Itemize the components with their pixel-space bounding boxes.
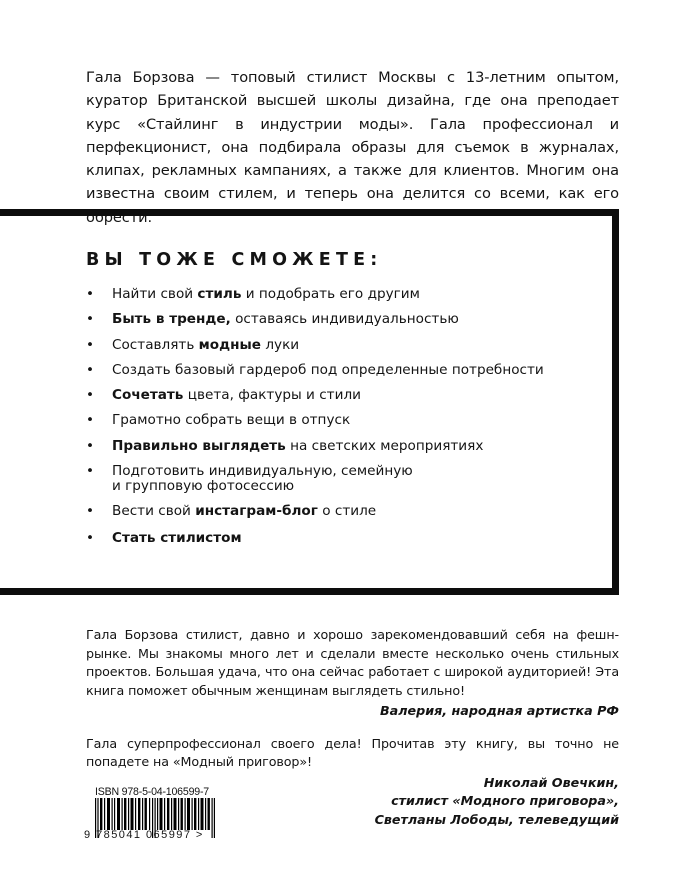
bullet-icon: •	[86, 437, 95, 454]
benefit-item: • Быть в тренде, оставаясь индивидуальностью	[86, 311, 459, 328]
testimonial-author: Валерия, народная артистка РФ	[380, 703, 619, 718]
benefit-item: • Вести свой инстаграм-блог о стиле	[86, 502, 377, 519]
benefit-item: • Составлять модные луки	[86, 336, 300, 353]
bullet-icon: •	[86, 336, 95, 353]
bullet-icon: •	[86, 311, 95, 328]
bullet-icon: •	[86, 387, 95, 404]
bullet-icon: •	[86, 502, 95, 519]
isbn-label: ISBN 978-5-04-106599-7	[95, 786, 209, 798]
testimonial-author: Николай Овечкин, стилист «Модного приговора», Светланы Лободы, телеведущий	[374, 774, 619, 827]
benefit-item: • Подготовить индивидуальную, семейную и групповую фотосессию	[86, 463, 413, 494]
testimonial-text: Гала Борзова стилист, давно и хорошо зарекомендовавший себя на фешн-рынке. Мы знакомы много лет и сделали вместе несколько очень стильных проектов. Большая удача, что она сейчас работает с широкой аудиторией! Эта книга поможет обычным женщинам выглядеть стильно!	[86, 627, 619, 698]
bullet-icon: •	[86, 463, 95, 480]
benefit-item: • Создать базовый гардероб под определенные потребности	[86, 361, 544, 378]
bullet-icon: •	[86, 361, 95, 378]
testimonial	[86, 626, 619, 721]
barcode-digits: 9 785041 065997 >	[84, 829, 204, 841]
benefit-item: • Правильно выглядеть на светских мероприятиях	[86, 437, 484, 454]
bullet-icon: •	[86, 412, 95, 429]
benefit-item: • Стать стилистом	[86, 529, 242, 546]
benefits-heading: ВЫ ТОЖЕ СМОЖЕТЕ:	[86, 250, 383, 270]
benefit-item: • Грамотно собрать вещи в отпуск	[86, 412, 351, 429]
isbn-barcode	[84, 786, 224, 846]
bullet-icon: •	[86, 529, 95, 546]
bullet-icon: •	[86, 286, 95, 302]
author-bio-paragraph: Гала Борзова — топовый стилист Москвы с 13-летним опытом, куратор Британской высшей школы дизайна, где она преподает курс «Стайлинг в индустрии моды». Гала профессионал и перфекционист, она подбирала образы для съемок в журналах, клипах, рекламных кампаниях, а также для клиентов. Многим она известна своим стилем, и теперь она делится со всеми, как его обрести.	[86, 69, 619, 226]
benefit-item: • Сочетать цвета, фактуры и стили	[86, 387, 361, 404]
testimonial-text: Гала суперпрофессионал своего дела! Прочитав эту книгу, вы точно не попадете на «Модный приговор»!	[86, 735, 619, 769]
benefit-item: • Найти свой стиль и подобрать его другим	[86, 286, 420, 302]
benefits-list	[86, 287, 596, 556]
